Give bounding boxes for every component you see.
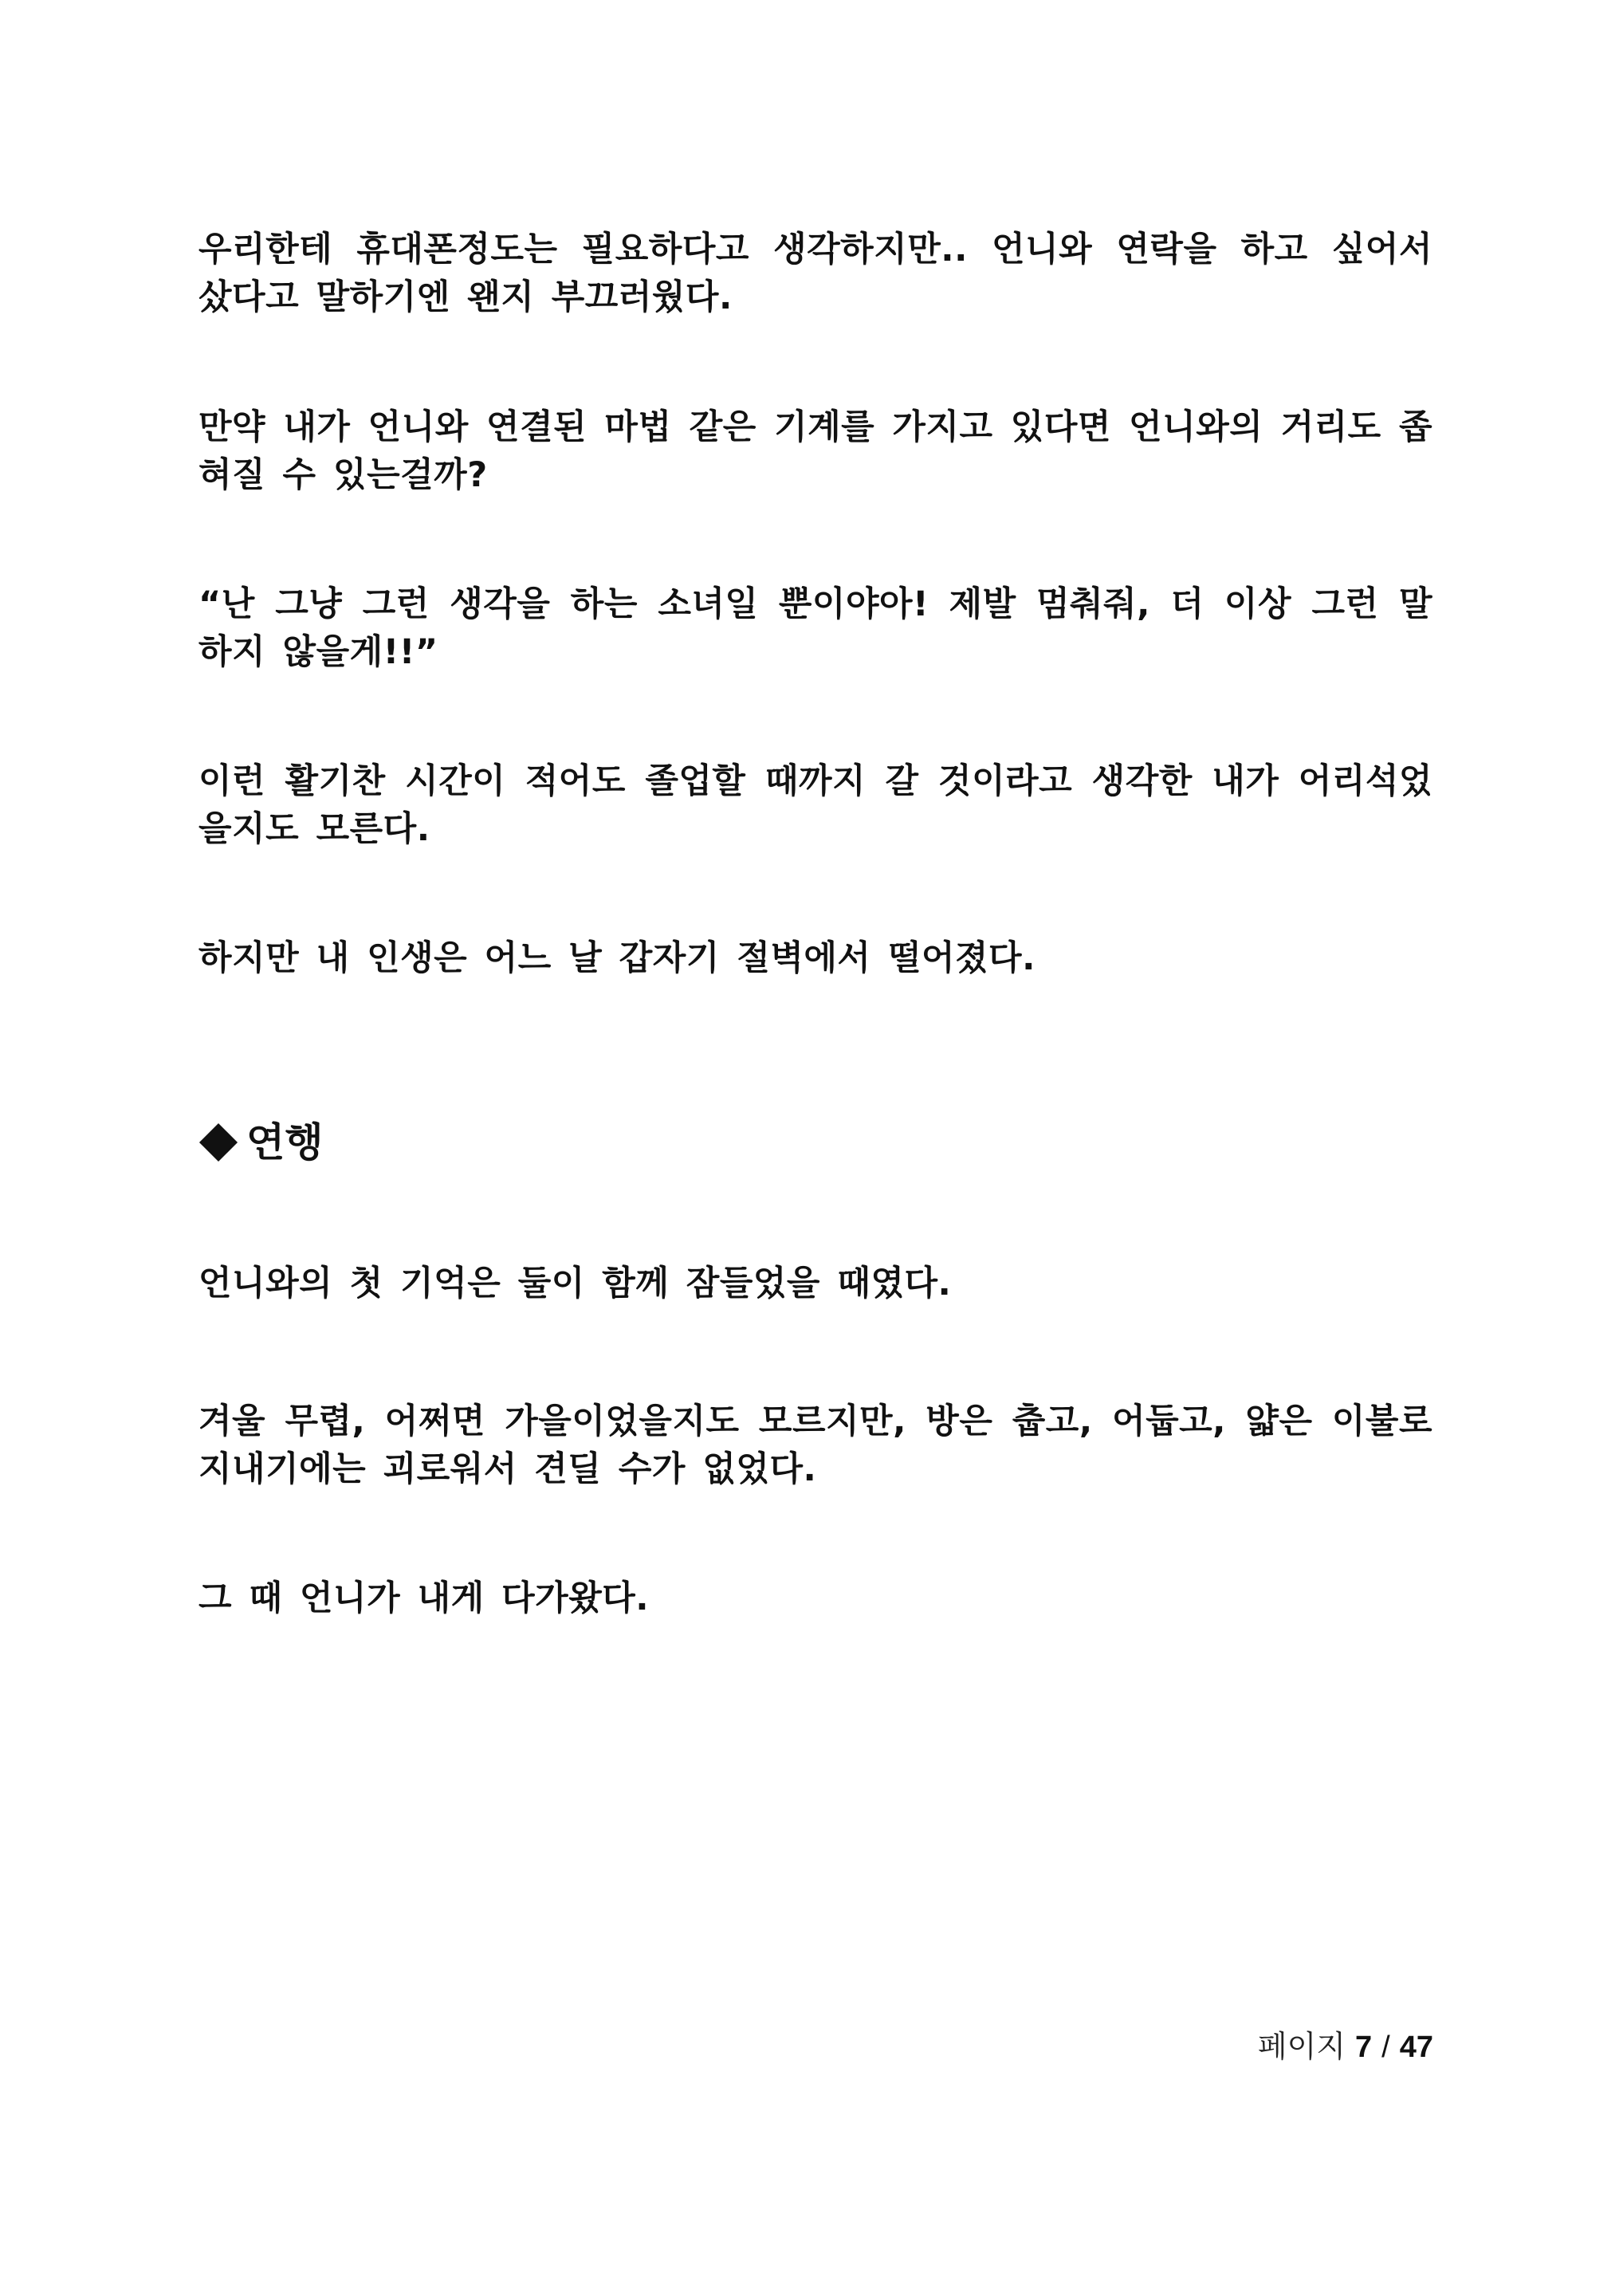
section-title: 연행	[246, 1119, 324, 1166]
paragraph-5: 하지만 내 인생은 어느 날 갑자기 절벽에서 떨어졌다.	[198, 938, 1035, 978]
section-paragraph-1: 언니와의 첫 기억은 둘이 함께 잠들었을 때였다.	[198, 1264, 952, 1303]
page-label: 페이지	[1257, 2029, 1346, 2064]
diamond-bullet-icon	[199, 1123, 238, 1162]
paragraph-2: 만약 내가 언니와 연결된 마법 같은 기계를 가지고 있다면 언니와의 거리도 좁혀질 수 있는걸까?	[198, 407, 1432, 495]
paragraph-1: 우리한테 휴대폰정도는 필요하다고 생각하지만.. 언니와 연락을 하고 싶어서 샀다고 말하기엔 왠지 부끄러웠다.	[198, 230, 1432, 317]
page-number-footer	[1258, 2027, 1433, 2067]
current-page-number: 7	[1355, 2031, 1373, 2064]
paragraph-3: “난 그냥 그런 생각을 하는 소녀일 뿐이야아! 제발 멈춰줘, 더 이상 그런 말 하지 않을게!!”	[198, 584, 1432, 672]
page-separator: /	[1381, 2031, 1390, 2064]
section-paragraph-3: 그 때 언니가 내게 다가왔다.	[198, 1578, 650, 1618]
total-page-count: 47	[1399, 2031, 1433, 2064]
section-heading	[198, 1115, 324, 1170]
section-paragraph-2: 겨울 무렵, 어쩌면 가을이었을지도 모르지만, 방은 춥고, 어둡고, 얇은 이불로 지내기에는 괴로워서 견딜 수가 없었다.	[198, 1402, 1432, 1489]
paragraph-4: 이런 활기찬 시간이 적어도 졸업할 때까지 갈 것이라고 생각한 내가 어리석었을지도 모른다.	[198, 761, 1432, 849]
